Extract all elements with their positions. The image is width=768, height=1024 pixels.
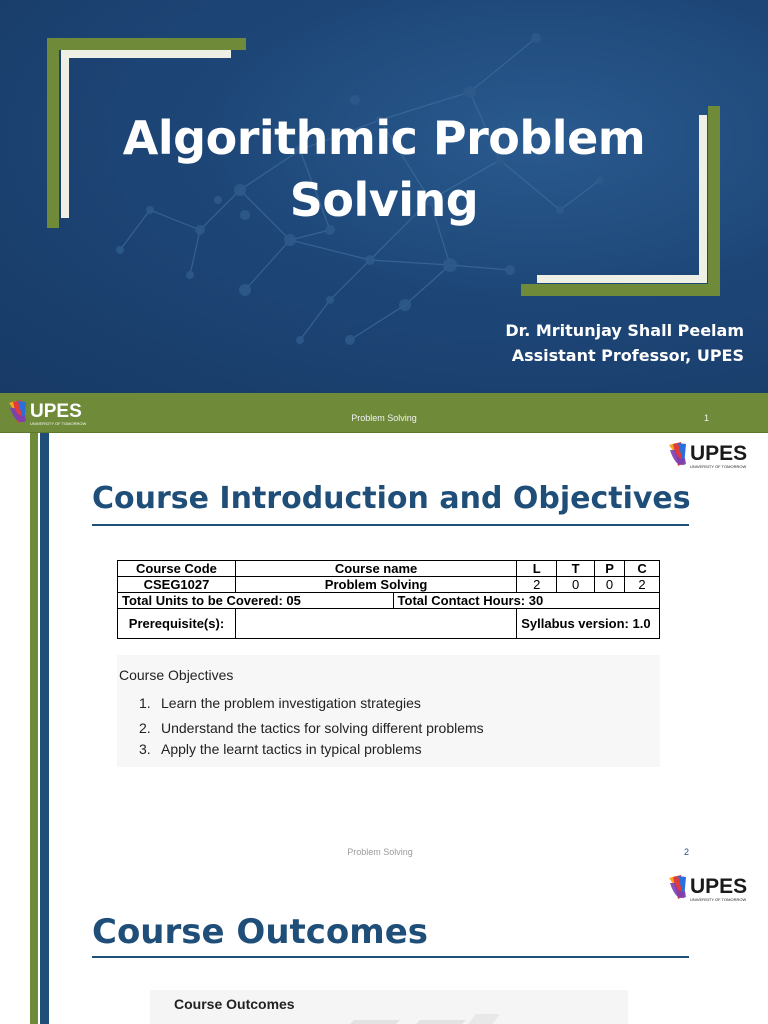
frame-accent (521, 284, 720, 296)
outcomes-title: Course Outcomes (174, 996, 295, 1012)
author-block (505, 318, 744, 368)
frame-accent (47, 38, 59, 228)
list-number: 3. (139, 741, 151, 757)
list-number: 2. (139, 720, 151, 736)
page-number: 2 (684, 847, 690, 857)
side-accent-bar (30, 866, 38, 1024)
slide-footer (0, 393, 768, 433)
svg-text:UPES: UPES (690, 875, 748, 898)
list-item (139, 718, 484, 739)
list-item (139, 693, 484, 714)
table-cell: 2 (517, 577, 557, 593)
table-cell: Prerequisite(s): (118, 609, 236, 639)
svg-text:UNIVERSITY OF TOMORROW: UNIVERSITY OF TOMORROW (690, 464, 747, 469)
watermark-graphic (340, 1014, 500, 1024)
table-cell: 2 (625, 577, 660, 593)
list-item (139, 739, 484, 760)
table-row (118, 593, 660, 609)
title-underline (92, 956, 689, 958)
course-intro-slide (0, 433, 768, 866)
table-cell: 0 (595, 577, 625, 593)
table-cell: Total Units to be Covered: 05 (118, 593, 394, 609)
frame-accent (537, 275, 707, 283)
title-line-1: Algorithmic Problem (122, 111, 646, 165)
footer-text: Problem Solving (351, 413, 417, 423)
upes-logo (666, 870, 764, 906)
slide-title: Course Introduction and Objectives (92, 481, 691, 516)
frame-accent (708, 106, 720, 296)
objectives-box (117, 655, 660, 767)
title-underline (92, 524, 689, 526)
footer-text: Problem Solving (347, 847, 413, 857)
list-text: Learn the problem investigation strategies (161, 695, 421, 711)
header-cell: Course name (235, 561, 516, 577)
header-cell: C (625, 561, 660, 577)
list-number: 1. (139, 695, 151, 711)
header-cell: L (517, 561, 557, 577)
objectives-title: Course Objectives (119, 667, 234, 683)
course-details-table (117, 560, 660, 639)
list-text: Apply the learnt tactics in typical problems (161, 741, 422, 757)
side-accent-bar (40, 866, 49, 1024)
frame-accent (47, 38, 246, 50)
svg-text:UPES: UPES (690, 442, 748, 465)
upes-logo (666, 437, 764, 473)
table-header-row (118, 561, 660, 577)
course-outcomes-slide (0, 866, 768, 1024)
header-cell: Course Code (118, 561, 236, 577)
author-role: Assistant Professor, UPES (511, 346, 744, 365)
svg-text:UNIVERSITY OF TOMORROW: UNIVERSITY OF TOMORROW (690, 897, 747, 902)
list-text: Understand the tactics for solving different problems (161, 720, 484, 736)
table-cell (235, 609, 516, 639)
author-name: Dr. Mritunjay Shall Peelam (505, 321, 744, 340)
header-cell: P (595, 561, 625, 577)
table-row (118, 609, 660, 639)
svg-text:UNIVERSITY OF TOMORROW: UNIVERSITY OF TOMORROW (30, 421, 87, 426)
table-row (118, 577, 660, 593)
side-accent-bar (40, 433, 49, 866)
title-slide (0, 0, 768, 433)
page-number: 1 (704, 413, 710, 423)
frame-accent (699, 115, 707, 283)
upes-logo (6, 396, 106, 430)
side-accent-bar (30, 433, 38, 866)
table-cell: Total Contact Hours: 30 (393, 593, 659, 609)
table-cell: 0 (557, 577, 595, 593)
svg-text:UPES: UPES (30, 401, 82, 422)
table-cell: Problem Solving (235, 577, 516, 593)
objectives-list (139, 693, 484, 760)
slide-title: Course Outcomes (92, 912, 429, 952)
frame-accent (61, 50, 231, 58)
presentation-title (80, 107, 688, 231)
table-cell: Syllabus version: 1.0 (517, 609, 660, 639)
frame-accent (61, 50, 69, 218)
table-cell: CSEG1027 (118, 577, 236, 593)
header-cell: T (557, 561, 595, 577)
title-line-2: Solving (289, 173, 479, 227)
